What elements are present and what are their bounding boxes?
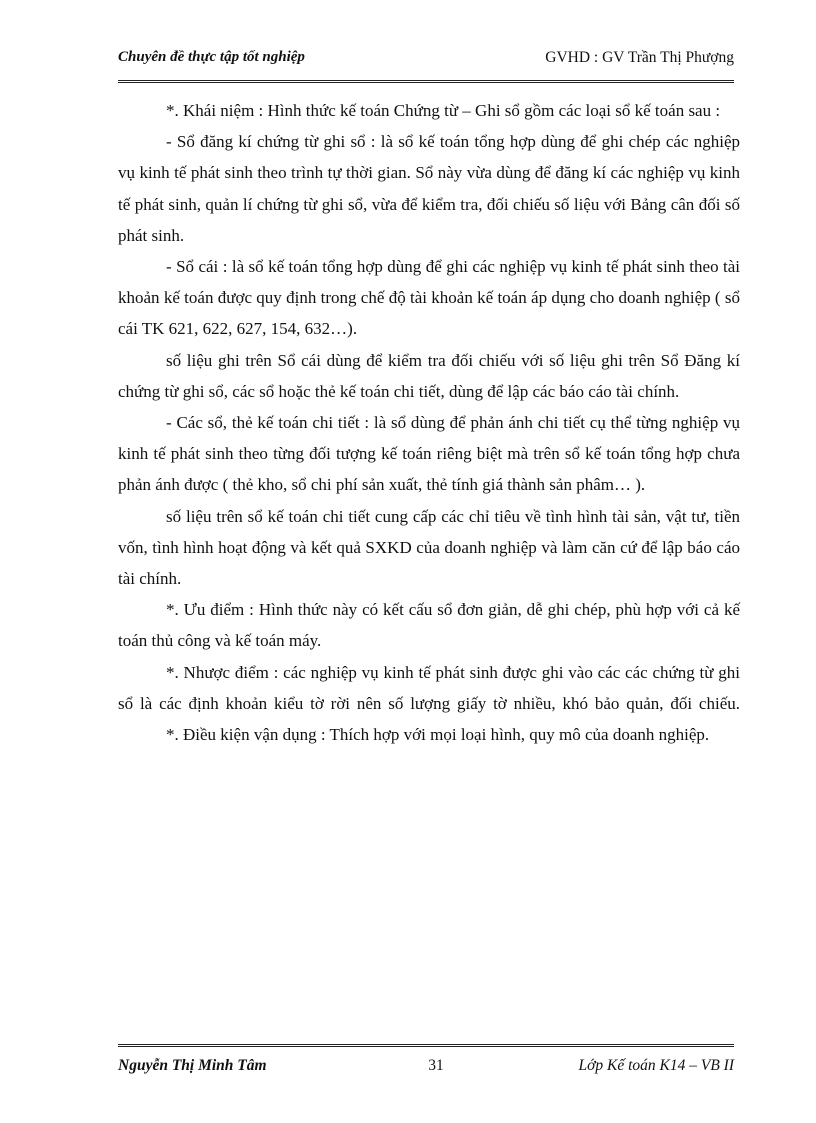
- paragraph-register-book: - Sổ đăng kí chứng từ ghi sổ : là sổ kế toán tổng hợp dùng để ghi chép các nghiệp vụ kinh tế phát sinh theo trình tự thời gian. Sổ này vừa dùng để đăng kí các nghiệp vụ kinh tế phát sinh, quản lí chứng từ ghi sổ, vừa để kiểm tra, đối chiếu số liệu với Bảng cân đối số phát sinh.: [118, 132, 740, 245]
- paragraph-detail-books: - Các sổ, thẻ kế toán chi tiết : là sổ dùng để phản ánh chi tiết cụ thể từng nghiệp vụ kinh tế phát sinh theo từng đối tượng kế toán riêng biệt mà trên sổ kế toán tổng hợp chưa phản ánh được ( thẻ kho, sổ chi phí sản xuất, thẻ tính giá thành sản phâm… ).: [118, 413, 740, 495]
- paragraph-conditions: *. Điều kiện vận dụng : Thích hợp với mọi loại hình, quy mô của doanh nghiệp.: [166, 725, 710, 745]
- header-advisor: GVHD : GV Trần Thị Phượng: [545, 49, 734, 66]
- paragraph-ledger: - Sổ cái : là sổ kế toán tổng hợp dùng để ghi các nghiệp vụ kinh tế phát sinh theo tài khoản kế toán được quy định trong chế độ tài khoản kế toán áp dụng cho doanh nghiệp ( sổ cái TK 621, 622, 627, 154, 632…).: [118, 257, 740, 339]
- paragraph-ledger-usage: số liệu ghi trên Sổ cái dùng để kiểm tra đối chiếu với số liệu ghi trên Sổ Đăng kí chứng từ ghi sổ, các sổ hoặc thẻ kế toán chi tiết, dùng để lập các báo cáo tài chính.: [118, 350, 740, 401]
- paragraph-disadvantages: *. Nhược điểm : các nghiệp vụ kinh tế phát sinh được ghi vào các các chứng từ ghi sổ là các định khoản kiểu tờ rời nên số lượng giấy tờ nhiều, khó bảo quản, đối chiếu.: [118, 662, 740, 713]
- page-number: 31: [428, 1057, 444, 1074]
- footer-author: Nguyễn Thị Minh Tâm: [118, 1057, 267, 1074]
- page-header: [118, 44, 734, 83]
- paragraph-advantages: *. Ưu điểm : Hình thức này có kết cấu sổ đơn giản, dễ ghi chép, phù hợp với cả kế toán thủ công và kế toán máy.: [118, 600, 740, 651]
- paragraph-concept: *. Khái niệm : Hình thức kế toán Chứng từ – Ghi sổ gồm các loại sổ kế toán sau :: [166, 101, 721, 120]
- body-text: [118, 95, 740, 750]
- header-title: Chuyên đề thực tập tốt nghiệp: [118, 49, 305, 65]
- page-footer: [118, 1044, 734, 1087]
- paragraph-detail-usage: số liệu trên sổ kế toán chi tiết cung cấp các chỉ tiêu về tình hình tài sản, vật tư, tiền vốn, tình hình hoạt động và kết quả SXKD của doanh nghiệp và làm căn cứ để lập báo cáo tài chính.: [118, 506, 740, 589]
- footer-class: Lớp Kế toán K14 – VB II: [578, 1057, 734, 1074]
